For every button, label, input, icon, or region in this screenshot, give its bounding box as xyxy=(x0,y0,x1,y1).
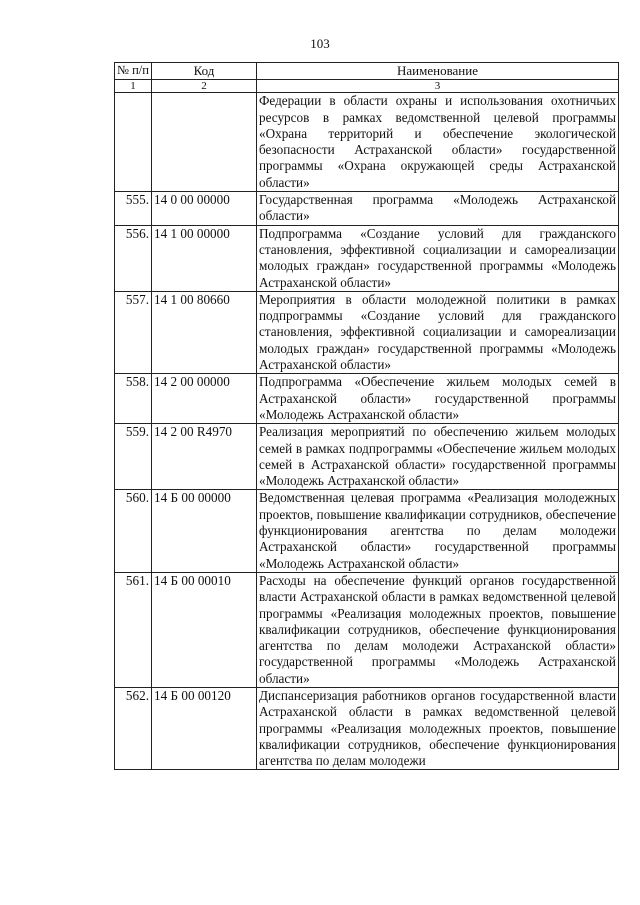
row-name: Подпрограмма «Обеспечение жильем молодых семей в Астраханской области» государственной программы «Молодежь Астраханской области» xyxy=(257,374,619,424)
row-number: 561. xyxy=(115,572,152,687)
row-name: Государственная программа «Молодежь Астраханской области» xyxy=(257,192,619,226)
header-code: Код xyxy=(152,63,257,80)
column-index-row xyxy=(115,80,619,93)
row-code: 14 1 00 80660 xyxy=(152,291,257,373)
row-code: 14 2 00 R4970 xyxy=(152,424,257,490)
row-name: Федерации в области охраны и использования охотничьих ресурсов в рамках ведомственной целевой программы «Охрана территорий и обеспечение экологической безопасности Астраханской области» государственной программы «Охрана окружающей среды Астраханской области» xyxy=(257,93,619,192)
row-code: 14 0 00 00000 xyxy=(152,192,257,226)
column-index: 2 xyxy=(152,80,257,93)
column-index: 3 xyxy=(257,80,619,93)
budget-classification-table xyxy=(114,62,619,770)
column-index: 1 xyxy=(115,80,152,93)
row-number xyxy=(115,93,152,192)
row-name: Диспансеризация работников органов государственной власти Астраханской области в рамках ведомственной целевой программы «Реализация молодежных проектов, повышение квалификации сотрудников, обеспечение функционирования агентства по делам молодежи xyxy=(257,687,619,769)
table-row xyxy=(115,572,619,687)
table-row xyxy=(115,192,619,226)
table-row xyxy=(115,291,619,373)
row-code: 14 1 00 00000 xyxy=(152,225,257,291)
header-number: № п/п xyxy=(115,63,152,80)
row-number: 556. xyxy=(115,225,152,291)
table-row xyxy=(115,93,619,192)
row-number: 560. xyxy=(115,490,152,572)
table-row xyxy=(115,374,619,424)
table-row xyxy=(115,490,619,572)
row-code: 14 Б 00 00010 xyxy=(152,572,257,687)
row-code: 14 2 00 00000 xyxy=(152,374,257,424)
header-name: Наименование xyxy=(257,63,619,80)
row-number: 558. xyxy=(115,374,152,424)
row-name: Ведомственная целевая программа «Реализация молодежных проектов, повышение квалификации сотрудников, обеспечение функционирования агентства по делам молодежи Астраханской области» государственной программы «Молодежь Астраханской области» xyxy=(257,490,619,572)
page-number: 103 xyxy=(310,36,330,51)
row-code: 14 Б 00 00120 xyxy=(152,687,257,769)
table-row xyxy=(115,687,619,769)
row-name: Реализация мероприятий по обеспечению жильем молодых семей в рамках подпрограммы «Обеспечение жильем молодых семей в Астраханской области» государственной программы «Молодежь Астраханской области» xyxy=(257,424,619,490)
row-name: Расходы на обеспечение функций органов государственной власти Астраханской области в рамках ведомственной целевой программы «Реализация молодежных проектов, повышение квалификации сотрудников, обеспечение функционирования агентства по делам молодежи Астраханской области» государственной программы «Молодежь Астраханской области» xyxy=(257,572,619,687)
table-row xyxy=(115,424,619,490)
table-header-row xyxy=(115,63,619,80)
row-code xyxy=(152,93,257,192)
row-number: 555. xyxy=(115,192,152,226)
row-number: 562. xyxy=(115,687,152,769)
row-number: 559. xyxy=(115,424,152,490)
row-name: Мероприятия в области молодежной политики в рамках подпрограммы «Создание условий для гражданского становления, эффективной социализации и самореализации молодых граждан» государственной программы «Молодежь Астраханской области» xyxy=(257,291,619,373)
table-row xyxy=(115,225,619,291)
row-name: Подпрограмма «Создание условий для гражданского становления, эффективной социализации и самореализации молодых граждан» государственной программы «Молодежь Астраханской области» xyxy=(257,225,619,291)
row-number: 557. xyxy=(115,291,152,373)
row-code: 14 Б 00 00000 xyxy=(152,490,257,572)
